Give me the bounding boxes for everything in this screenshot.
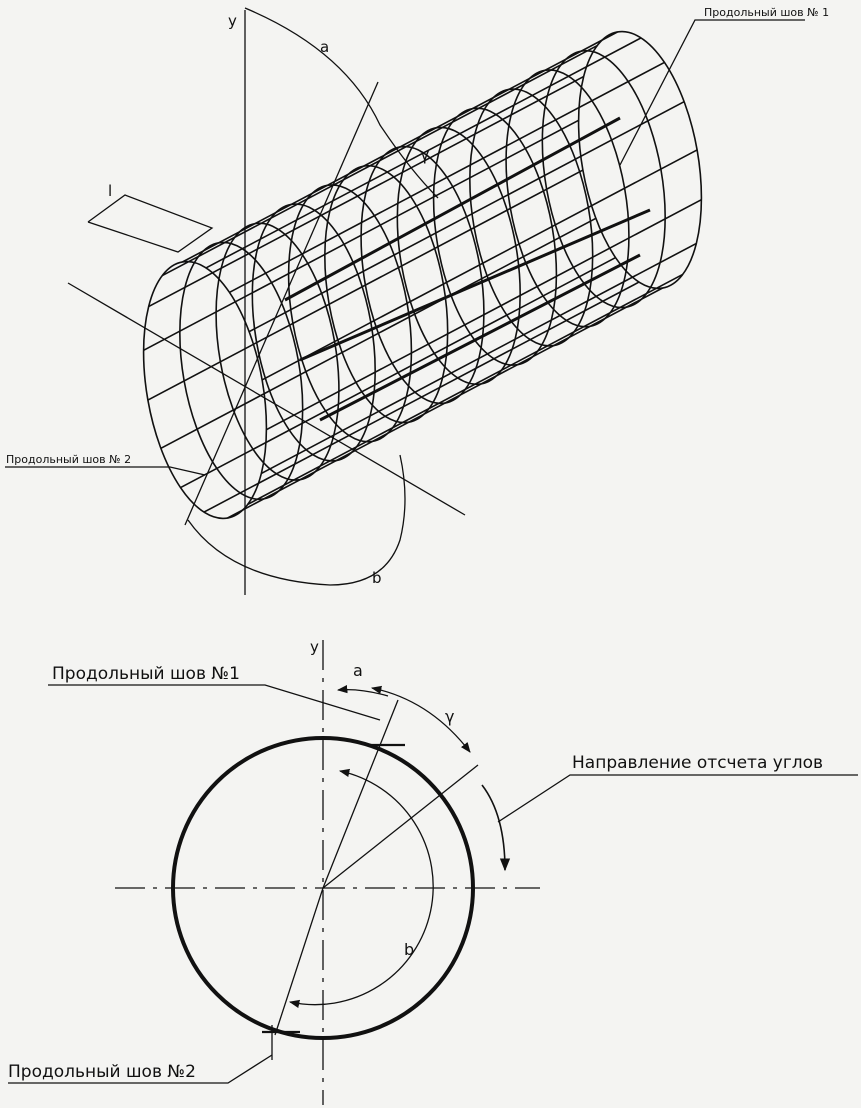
top-seam1-label: Продольный шов № 1: [704, 6, 830, 19]
top-seam2-label: Продольный шов № 2: [6, 453, 132, 466]
isometric-cylinder-view: [5, 8, 805, 595]
seam1-radius-line: [323, 700, 398, 888]
cylinder-ring: [234, 194, 393, 470]
cylinder-ring: [415, 99, 574, 375]
seam1-leader-line: [620, 20, 805, 165]
angle-b-arc-bottom: [290, 771, 433, 1005]
cross-section-view: [8, 640, 858, 1105]
bottom-seam1-label: Продольный шов №1: [52, 664, 240, 684]
bottom-angle-gamma-label: γ: [445, 707, 455, 726]
cylinder-ring: [452, 79, 611, 355]
top-angle-a-label: a: [320, 38, 330, 56]
cylinder-generator-line: [149, 77, 584, 307]
cylinder-generator-line: [229, 62, 664, 292]
seam-diagonal-line: [185, 82, 378, 525]
cylinder-ring: [307, 156, 466, 432]
top-angle-b-label: b: [372, 569, 382, 587]
seam2-radius-line: [275, 888, 323, 1035]
top-angle-gamma-label: γ: [420, 145, 430, 164]
cylinder-ring: [198, 214, 357, 490]
bottom-y-axis-label: y: [310, 638, 319, 656]
angle-gamma-arc-bottom: [372, 688, 470, 752]
construction-lines: [5, 8, 805, 595]
direction-leader: [498, 775, 858, 822]
seam1-leader-bottom: [48, 685, 380, 720]
top-length-label: l: [108, 182, 113, 200]
seam2-leader-line: [5, 467, 205, 475]
cylinder-ring: [125, 252, 284, 528]
top-y-axis-label: y: [228, 12, 237, 30]
cylinder-ring: [488, 60, 647, 336]
gamma-radius-line: [323, 765, 478, 888]
cylinder-mesh: [125, 22, 719, 528]
cylinder-generator-line: [181, 258, 616, 488]
cylinder-ring: [162, 233, 321, 509]
cylinder-ring: [343, 137, 502, 413]
length-dimension: [88, 195, 212, 252]
bottom-angle-a-label: a: [353, 661, 363, 680]
cylinder-generator-line: [204, 282, 639, 512]
cylinder-ring: [524, 41, 683, 317]
cylinder-ring: [379, 118, 538, 394]
bottom-direction-label: Направление отсчета углов: [572, 753, 824, 773]
bottom-angle-b-label: b: [404, 940, 415, 959]
direction-arrow: [482, 785, 505, 870]
bottom-seam2-label: Продольный шов №2: [8, 1062, 196, 1082]
